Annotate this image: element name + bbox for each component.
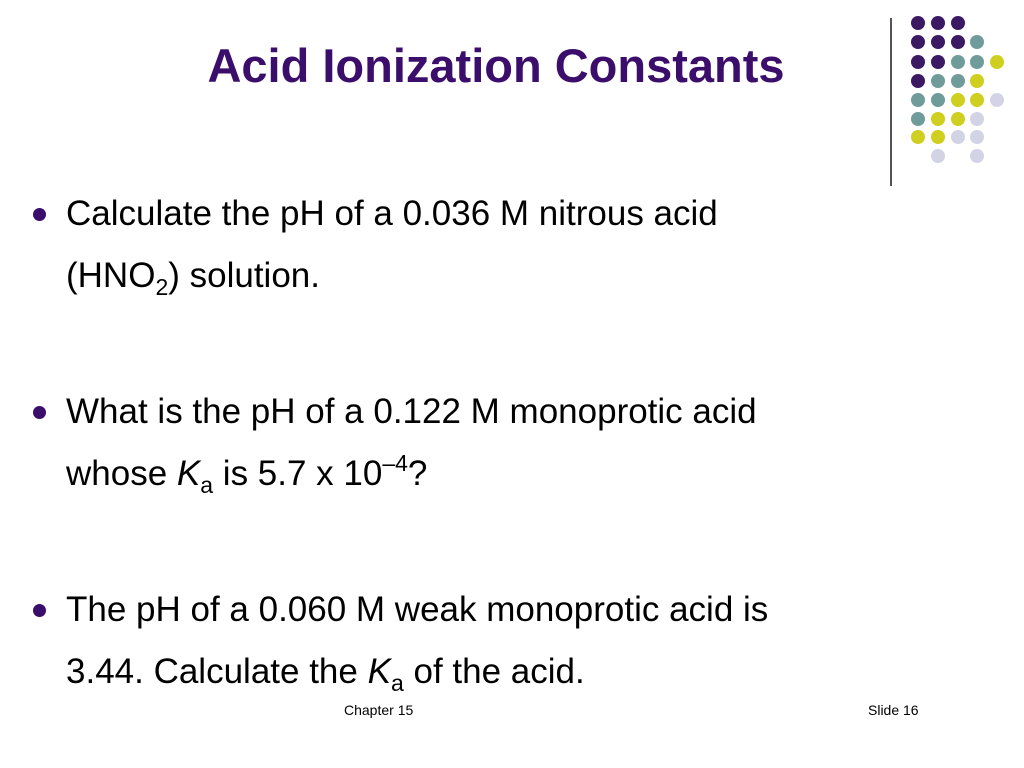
bullet-text: whose (66, 454, 177, 493)
bullet-text: What is the pH of a 0.122 M monoprotic acid (66, 392, 757, 431)
bullet-item (66, 381, 946, 505)
bullet-line (66, 579, 946, 641)
bullet-dot-icon (33, 604, 46, 617)
bullet-item (66, 579, 946, 703)
variable-k: K (176, 454, 201, 493)
slide-title: Acid Ionization Constants (207, 39, 785, 92)
bullet-text: of the acid. (403, 652, 585, 691)
superscript: –4 (382, 450, 408, 476)
bullet-line (66, 443, 946, 505)
bullet-text: (HNO (66, 256, 156, 295)
bullet-text: The pH of a 0.060 M weak monoprotic acid is (66, 590, 769, 629)
bullet-text: ) solution. (168, 256, 320, 295)
bullet-line (66, 183, 946, 245)
bullet-item (66, 183, 946, 307)
bullet-text: Calculate the pH of a 0.036 M nitrous acid (66, 194, 718, 233)
footer-slide-number: Slide 16 (868, 702, 919, 718)
bullet-line (66, 381, 946, 443)
bullet-line (66, 245, 946, 307)
subscript: a (390, 670, 404, 696)
bullet-text: is 5.7 x 10 (213, 454, 383, 493)
subscript: a (200, 472, 214, 498)
variable-k: K (367, 652, 391, 691)
bullet-line (66, 641, 946, 703)
bullet-dot-icon (33, 406, 46, 419)
footer-chapter: Chapter 15 (344, 702, 414, 718)
subscript: 2 (155, 274, 169, 300)
bullet-dot-icon (33, 208, 46, 221)
bullet-text: ? (407, 454, 428, 493)
bullet-text: 3.44. Calculate the (66, 652, 368, 691)
